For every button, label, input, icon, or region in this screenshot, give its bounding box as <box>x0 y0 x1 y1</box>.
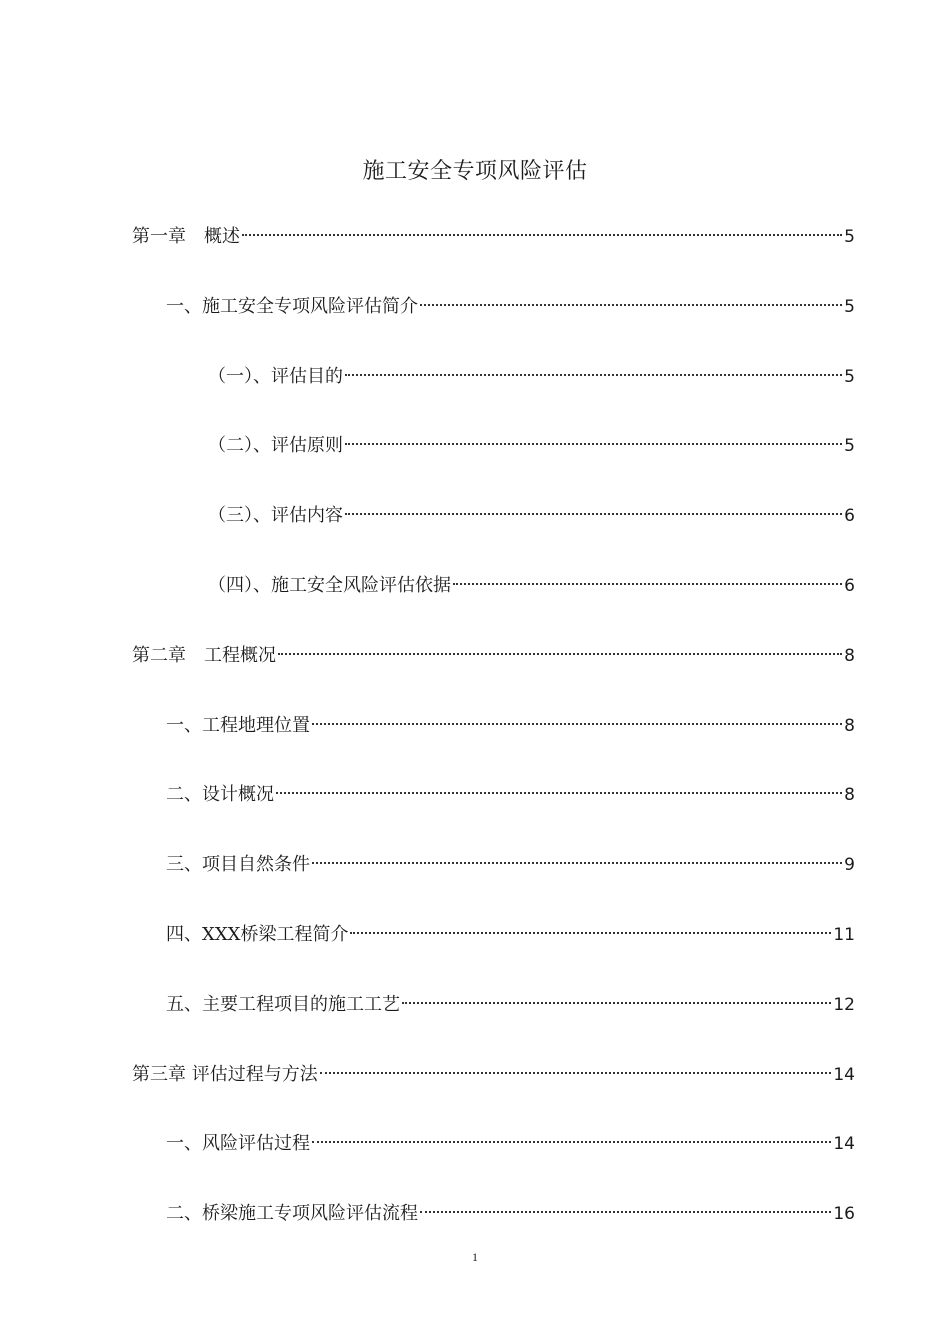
toc-entry-page: 6 <box>844 506 855 526</box>
toc-leader-dots <box>420 304 842 306</box>
toc-entry-page: 11 <box>833 925 855 945</box>
toc-entry-text: 第三章 评估过程与方法 <box>132 1064 318 1085</box>
toc-leader-dots <box>420 1211 831 1213</box>
toc-entry-page: 14 <box>833 1134 855 1154</box>
toc-leader-dots <box>276 792 842 794</box>
toc-entry[interactable] <box>208 499 855 533</box>
toc-entry-page: 16 <box>833 1204 855 1224</box>
toc-entry-page: 14 <box>833 1065 855 1085</box>
toc-entry-page: 8 <box>844 716 855 736</box>
toc-entry[interactable] <box>166 1127 855 1161</box>
toc-entry-text: （一）、评估目的 <box>208 366 343 387</box>
toc-entry-text: 一、施工安全专项风险评估简介 <box>166 296 418 317</box>
toc-leader-dots <box>320 1072 832 1074</box>
toc-entry-page: 12 <box>833 995 855 1015</box>
toc-entry-page: 5 <box>844 227 855 247</box>
toc-entry[interactable] <box>166 290 855 324</box>
toc-entry-page: 5 <box>844 367 855 387</box>
toc-leader-dots <box>278 653 842 655</box>
toc-leader-dots <box>345 374 842 376</box>
toc-entry[interactable] <box>166 918 855 952</box>
toc-entry[interactable] <box>132 220 855 254</box>
toc-leader-dots <box>312 1141 831 1143</box>
toc-leader-dots <box>312 723 842 725</box>
toc-leader-dots <box>402 1002 831 1004</box>
toc-entry[interactable] <box>166 988 855 1022</box>
toc-leader-dots <box>345 513 842 515</box>
toc-entry-text: 二、设计概况 <box>166 784 274 805</box>
toc-entry-page: 8 <box>844 646 855 666</box>
toc-entry-text: 第一章 概述 <box>132 226 240 247</box>
document-title: 施工安全专项风险评估 <box>362 159 588 184</box>
page-number: 1 <box>472 1250 478 1264</box>
toc-entry-text: 五、主要工程项目的施工工艺 <box>166 994 400 1015</box>
toc-leader-dots <box>350 932 831 934</box>
toc-entry-page: 5 <box>844 436 855 456</box>
toc-entry-text: 二、桥梁施工专项风险评估流程 <box>166 1203 418 1224</box>
toc-entry-text: （二）、评估原则 <box>208 435 343 456</box>
toc-entry[interactable] <box>132 639 855 673</box>
toc-entry-text: 一、工程地理位置 <box>166 715 310 736</box>
toc-entry[interactable] <box>166 1197 855 1231</box>
toc-entry-text: 四、XXX桥梁工程简介 <box>166 924 349 945</box>
toc-leader-dots <box>453 583 842 585</box>
toc-entry-page: 9 <box>844 855 855 875</box>
toc-entry-text: （四）、施工安全风险评估依据 <box>208 575 451 596</box>
toc-entry-page: 5 <box>844 297 855 317</box>
toc-entry-page: 6 <box>844 576 855 596</box>
toc-entry[interactable] <box>166 848 855 882</box>
toc-entry-text: 第二章 工程概况 <box>132 645 276 666</box>
toc-entry-page: 8 <box>844 785 855 805</box>
toc-entry-text: （三）、评估内容 <box>208 505 343 526</box>
toc-entry[interactable] <box>166 709 855 743</box>
toc-leader-dots <box>312 862 842 864</box>
toc-entry[interactable] <box>208 569 855 603</box>
toc-leader-dots <box>242 234 842 236</box>
toc-entry-text: 三、项目自然条件 <box>166 854 310 875</box>
toc-entry[interactable] <box>208 360 855 394</box>
toc-leader-dots <box>345 443 842 445</box>
toc-entry-text: 一、风险评估过程 <box>166 1133 310 1154</box>
toc-entry[interactable] <box>208 429 855 463</box>
toc-entry[interactable] <box>166 778 855 812</box>
toc-entry[interactable] <box>132 1058 855 1092</box>
